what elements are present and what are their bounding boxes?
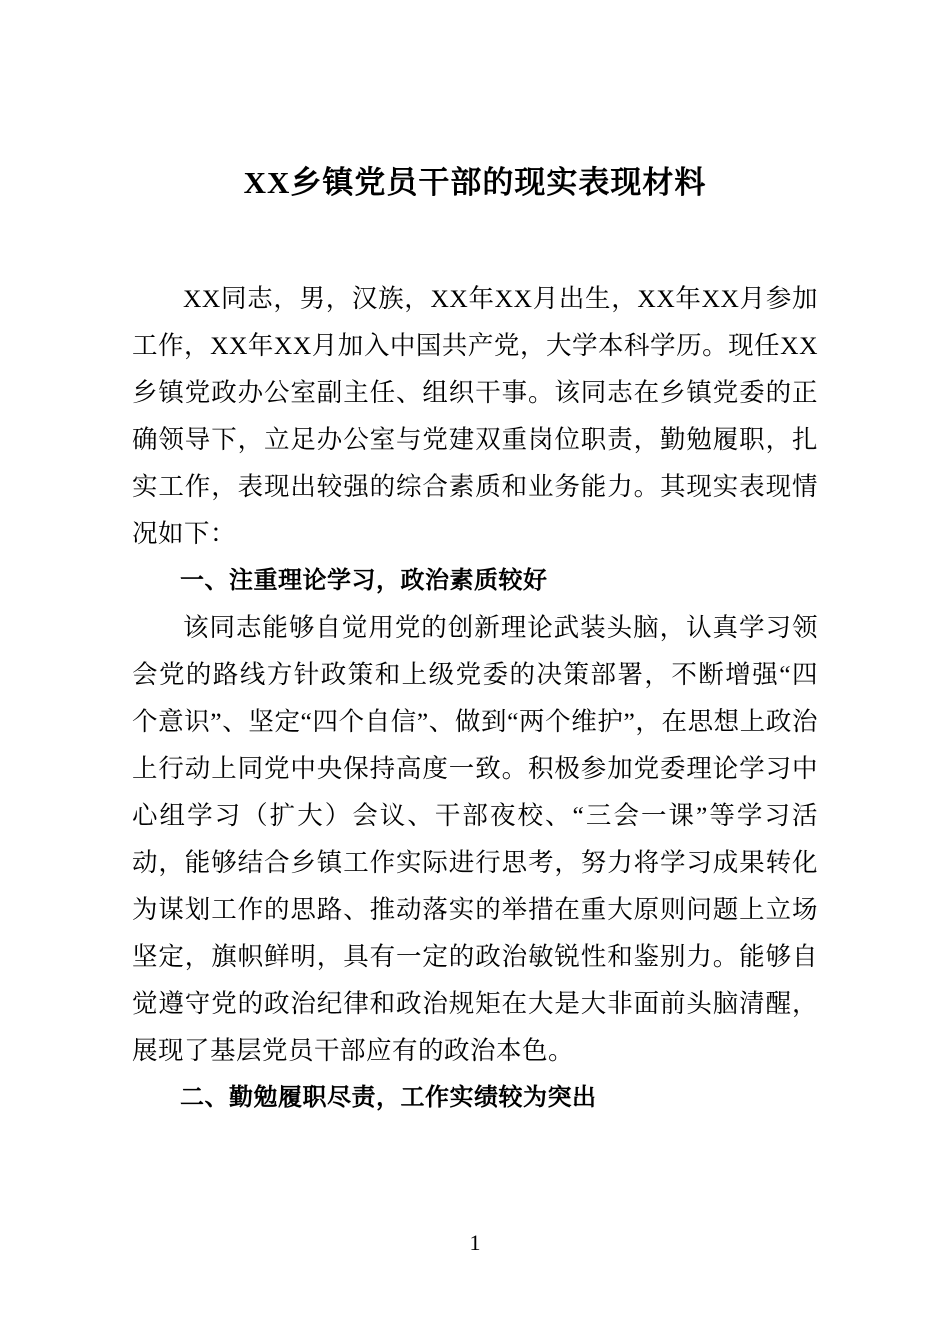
page-title: XX乡镇党员干部的现实表现材料 — [243, 165, 707, 200]
section-heading-one: 一、注重理论学习，政治素质较好 — [180, 565, 548, 594]
section-heading-two: 二、勤勉履职尽责，工作实绩较为突出 — [180, 1082, 597, 1111]
paragraph-intro: XX同志，男，汉族，XX年XX月出生，XX年XX月参加工作，XX年XX月加入中国共产党，大学本科学历。现任XX乡镇党政办公室副主任、组织干事。该同志在乡镇党委的正确领导下，立足办公室与党建双重岗位职责，勤勉履职，扎实工作，表现出较强的综合素质和业务能力。其现实表现情况如下： — [132, 283, 818, 548]
paragraph-section-one-body: 该同志能够自觉用党的创新理论武装头脑，认真学习领会党的路线方针政策和上级党委的决策部署，不断增强“四个意识”、坚定“四个自信”、做到“两个维护”，在思想上政治上行动上同党中央保持高度一致。积极参加党委理论学习中心组学习（扩大）会议、干部夜校、“三会一课”等学习活动，能够结合乡镇工作实际进行思考，努力将学习成果转化为谋划工作的思路、推动落实的举措在重大原则问题上立场坚定，旗帜鲜明，具有一定的政治敏锐性和鉴别力。能够自觉遵守党的政治纪律和政治规矩在大是大非面前头脑清醒，展现了基层党员干部应有的政治本色。 — [132, 612, 818, 1065]
page-number: 1 — [469, 1230, 481, 1255]
